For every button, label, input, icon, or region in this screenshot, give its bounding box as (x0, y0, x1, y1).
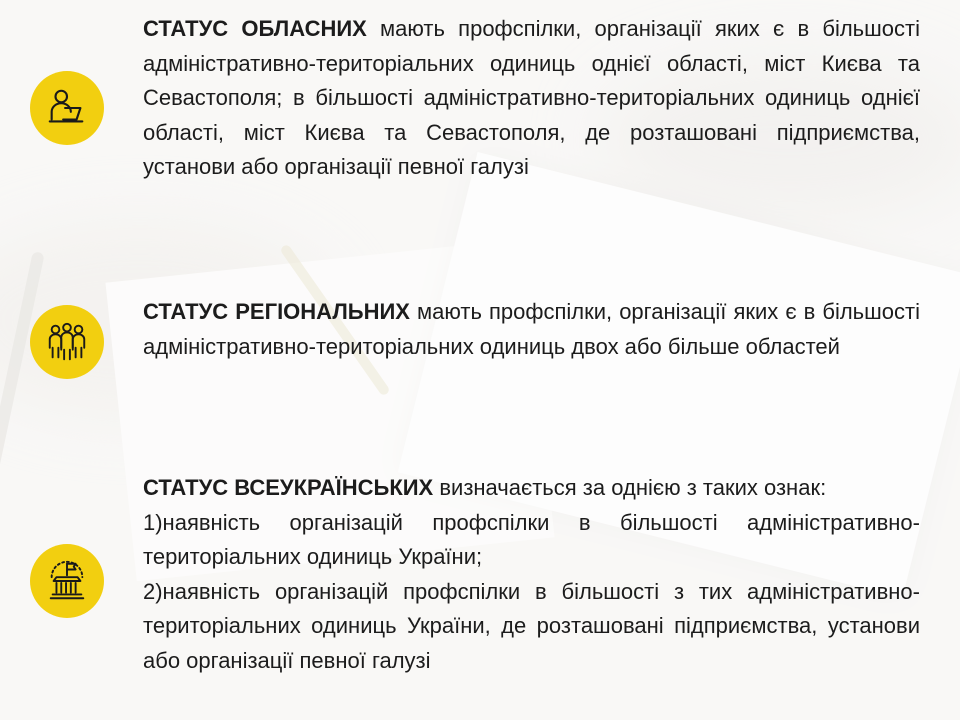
heading-regionalni: СТАТУС РЕГІОНАЛЬНИХ (143, 299, 410, 324)
section-oblasni (143, 12, 920, 185)
criterion-item-2: 2)наявність організацій профспілки в більшості з тих адміністративно-територіальних одиниць України, де розташовані підприємства, установи або організації певної галузі (143, 578, 920, 673)
text-regionalni: мають профспілки, організації яких є в більшості адміністративно-територіальних одиниць двох або більше областей (143, 299, 920, 359)
government-building-flag-icon (30, 544, 104, 618)
section-regionalni (143, 295, 920, 364)
heading-oblasni: СТАТУС ОБЛАСНИХ (143, 16, 367, 41)
criterion-item-1: 1)наявність організацій профспілки в більшості адміністративно-територіальних одиниць України; (143, 509, 920, 569)
intro-vseukrainski (143, 471, 920, 506)
text-vseukrainski: визначається за однією з таких ознак: (433, 475, 827, 500)
group-of-people-icon (30, 305, 104, 379)
person-at-laptop-icon (30, 71, 104, 145)
text-oblasni: мають профспілки, організації яких є в більшості адміністративно-територіальних одиниць однієї області, міст Києва та Севастополя; в більшості адміністративно-територіальних одиниць однієї області, міст Києва та Севастополя, де розташовані підприємства, установи або організації певної галузі (143, 16, 920, 179)
heading-vseukrainski: СТАТУС ВСЕУКРАЇНСЬКИХ (143, 475, 434, 500)
section-vseukrainski (143, 471, 920, 678)
